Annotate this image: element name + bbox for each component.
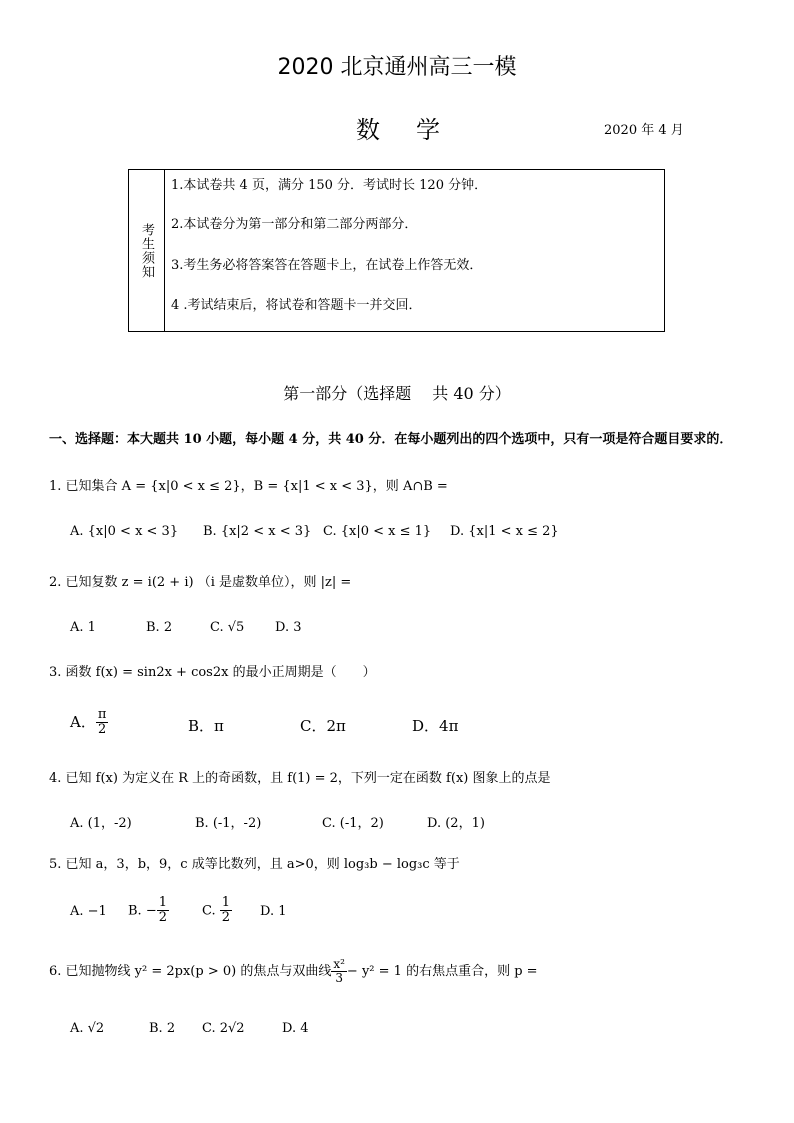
question-6-stem-suffix: − y² = 1 的右焦点重合，则 p = xyxy=(346,964,538,980)
question-6-option-c: C. 2√2 xyxy=(202,1021,245,1036)
question-5-option-c-prefix: C. xyxy=(202,903,216,919)
question-1-option-b: B. {x|2 < x < 3} xyxy=(203,524,312,539)
notice-item: 3.考生务必将答案答在答题卡上，在试卷上作答无效． xyxy=(171,258,483,273)
notice-item: 4 .考试结束后，将试卷和答题卡一并交回． xyxy=(171,298,422,313)
question-2-stem: 2. 已知复数 z = i(2 + i) （i 是虚数单位），则 |z| = xyxy=(49,575,352,590)
question-6-stem-prefix: 6. 已知抛物线 y² = 2px(p > 0) 的焦点与双曲线 xyxy=(49,964,332,980)
question-3-option-c: C．2π xyxy=(300,717,346,735)
candidate-notice-box xyxy=(128,169,665,332)
question-4-option-b: B. (-1，-2) xyxy=(195,816,262,831)
question-5-option-a: A. −1 xyxy=(70,904,107,919)
question-5-option-b-prefix: B. − xyxy=(128,903,157,919)
fraction-denominator: 2 xyxy=(221,910,231,926)
question-5-option-b xyxy=(128,896,169,926)
notice-label: 考生须知 xyxy=(139,222,154,279)
question-3-option-b: B．π xyxy=(188,717,224,735)
fraction-numerator: 1 xyxy=(158,895,167,910)
question-5-stem: 5. 已知 a，3，b，9，c 成等比数列，且 a>0，则 log₃b − log₃c 等于 xyxy=(49,857,460,872)
question-1-option-a: A. {x|0 < x < 3} xyxy=(70,524,179,539)
question-2-option-a: A. 1 xyxy=(70,620,96,635)
question-5-option-c xyxy=(202,896,232,926)
question-3-option-a xyxy=(70,708,108,738)
question-3-option-d: D．4π xyxy=(412,717,459,735)
question-5-fraction-c xyxy=(220,896,232,926)
question-3-fraction xyxy=(96,708,109,738)
question-3-option-a-prefix: A． xyxy=(70,712,96,731)
question-5-fraction-b xyxy=(157,896,169,926)
fraction-denominator: 2 xyxy=(158,910,167,926)
question-3-stem: 3. 函数 f(x) = sin2x + cos2x 的最小正周期是（ ） xyxy=(49,665,376,680)
question-6-option-d: D. 4 xyxy=(282,1021,309,1036)
fraction-numerator: x² xyxy=(333,957,345,971)
fraction-numerator: 1 xyxy=(221,895,231,910)
question-5-option-d: D. 1 xyxy=(260,904,287,919)
question-6-stem xyxy=(49,958,538,985)
question-6-fraction xyxy=(331,958,347,985)
question-1-option-d: D. {x|1 < x ≤ 2} xyxy=(450,524,559,539)
notice-label-cell xyxy=(129,170,165,331)
fraction-denominator: 3 xyxy=(335,971,343,986)
section-instructions: 一、选择题：本大题共 10 小题，每小题 4 分，共 40 分．在每小题列出的四个选项中，只有一项是符合题目要求的． xyxy=(49,432,733,447)
question-4-option-d: D. (2，1) xyxy=(427,816,485,831)
question-2-option-d: D. 3 xyxy=(275,620,302,635)
question-4-option-a: A. (1，-2) xyxy=(70,816,132,831)
question-4-stem: 4. 已知 f(x) 为定义在 R 上的奇函数，且 f(1) = 2，下列一定在函数 f(x) 图象上的点是 xyxy=(49,771,551,786)
exam-date: 2020 年 4 月 xyxy=(604,123,684,138)
question-2-option-b: B. 2 xyxy=(146,620,173,635)
question-6-option-b: B. 2 xyxy=(149,1021,176,1036)
question-4-option-c: C. (-1，2) xyxy=(322,816,384,831)
question-6-option-a: A. √2 xyxy=(70,1021,105,1036)
notice-item: 2.本试卷分为第一部分和第二部分两部分． xyxy=(171,217,418,232)
part-one-heading: 第一部分（选择题 共 40 分） xyxy=(283,384,511,403)
exam-title: 2020 北京通州高三一模 xyxy=(277,55,517,80)
question-1-stem: 1. 已知集合 A = {x|0 < x ≤ 2}，B = {x|1 < x < 3}，则 A∩B = xyxy=(49,479,448,494)
question-1-option-c: C. {x|0 < x ≤ 1} xyxy=(323,524,432,539)
notice-item: 1.本试卷共 4 页，满分 150 分．考试时长 120 分钟． xyxy=(171,178,488,193)
fraction-denominator: 2 xyxy=(97,722,107,738)
question-2-option-c: C. √5 xyxy=(210,620,245,635)
subject-title: 数学 xyxy=(356,116,476,144)
fraction-numerator: π xyxy=(97,707,107,722)
